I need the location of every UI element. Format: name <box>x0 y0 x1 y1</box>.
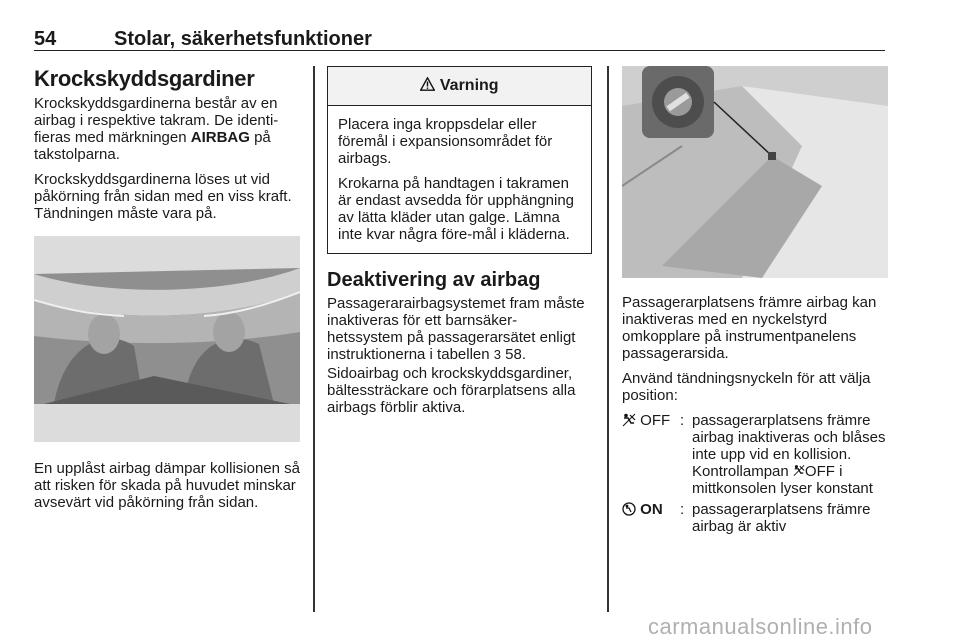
paragraph <box>327 295 592 363</box>
airbag-off-icon <box>622 412 640 429</box>
watermark: carmanualsonline.info <box>648 614 873 639</box>
position-on-row <box>622 501 888 535</box>
page-number: 54 <box>34 28 57 50</box>
section-heading: Deaktivering av airbag <box>327 269 541 291</box>
column-right <box>622 66 888 539</box>
warning-triangle-icon <box>420 77 439 94</box>
paragraph: Krokarna på handtagen i takramen är endast avsedda för upphängning av lätta kläder utan galge. Lämna inte kvar några före-mål i kläderna. <box>338 175 575 243</box>
key-switch-illustration <box>622 66 888 278</box>
column-divider <box>607 66 609 612</box>
colon: : <box>680 501 685 518</box>
cross-reference-arrow: 3 <box>493 347 501 362</box>
text: Krockskyddsgardinerna består av en airbag i respektive takram. De identi-fieras med märkningen <box>34 95 279 146</box>
page-reference: 58. <box>501 346 527 363</box>
paragraph: Passagerarplatsens främre airbag kan inaktiveras med en nyckelstyrd omkopplare på instrumentpanelens passagerarsida. <box>622 294 877 362</box>
paragraph: Krockskyddsgardinerna löses ut vid påkörning från sidan med en viss kraft. Tändningen måste vara på. <box>34 171 292 222</box>
position-off-row <box>622 412 888 497</box>
section-heading: Krockskyddsgardiner <box>34 66 255 91</box>
column-left <box>34 66 300 519</box>
airbag-label: AIRBAG <box>190 129 250 146</box>
column-divider <box>313 66 315 612</box>
page-header <box>34 28 885 51</box>
text: passagerarplatsens främre airbag inaktiveras och blåses inte upp vid en kollision. Kontrollampan <box>692 412 886 480</box>
paragraph <box>34 95 300 163</box>
paragraph: Sidoairbag och krockskyddsgardiner, bältessträckare och förarplatsens alla airbags förblir aktiva. <box>327 365 576 416</box>
position-label: OFF <box>640 412 671 429</box>
text: OFF <box>804 463 835 480</box>
page-title: Stolar, säkerhetsfunktioner <box>114 28 372 50</box>
position-on-term <box>622 501 680 535</box>
warning-box <box>327 66 592 254</box>
position-label: ON <box>640 501 663 518</box>
paragraph: Använd tändningsnyckeln för att välja position: <box>622 370 871 404</box>
paragraph: Placera inga kroppsdelar eller föremål i expansionsområdet för airbags. <box>338 116 553 167</box>
colon: : <box>680 412 685 429</box>
curtain-airbag-illustration <box>34 236 300 442</box>
position-off-description <box>692 412 888 497</box>
airbag-off-icon <box>793 463 805 480</box>
airbag-on-icon <box>622 501 640 518</box>
paragraph: En upplåst airbag dämpar kollisionen så att risken för skada på huvudet minskar avsevärt vid påkörning från sidan. <box>34 460 300 511</box>
text: på takstolparna. <box>34 129 271 163</box>
text: i mittkonsolen lyser konstant <box>692 463 873 497</box>
warning-title: Varning <box>439 77 499 94</box>
warning-header <box>328 67 591 106</box>
position-on-description: passagerarplatsens främre airbag är aktiv <box>692 501 871 535</box>
column-middle <box>327 66 592 424</box>
text: Passagerarairbagsystemet fram måste inaktiveras för ett barnsäker-hetssystem på passagerarsätet enligt instruktionerna i tabellen <box>327 295 585 363</box>
warning-body <box>328 106 591 253</box>
position-off-term <box>622 412 680 497</box>
